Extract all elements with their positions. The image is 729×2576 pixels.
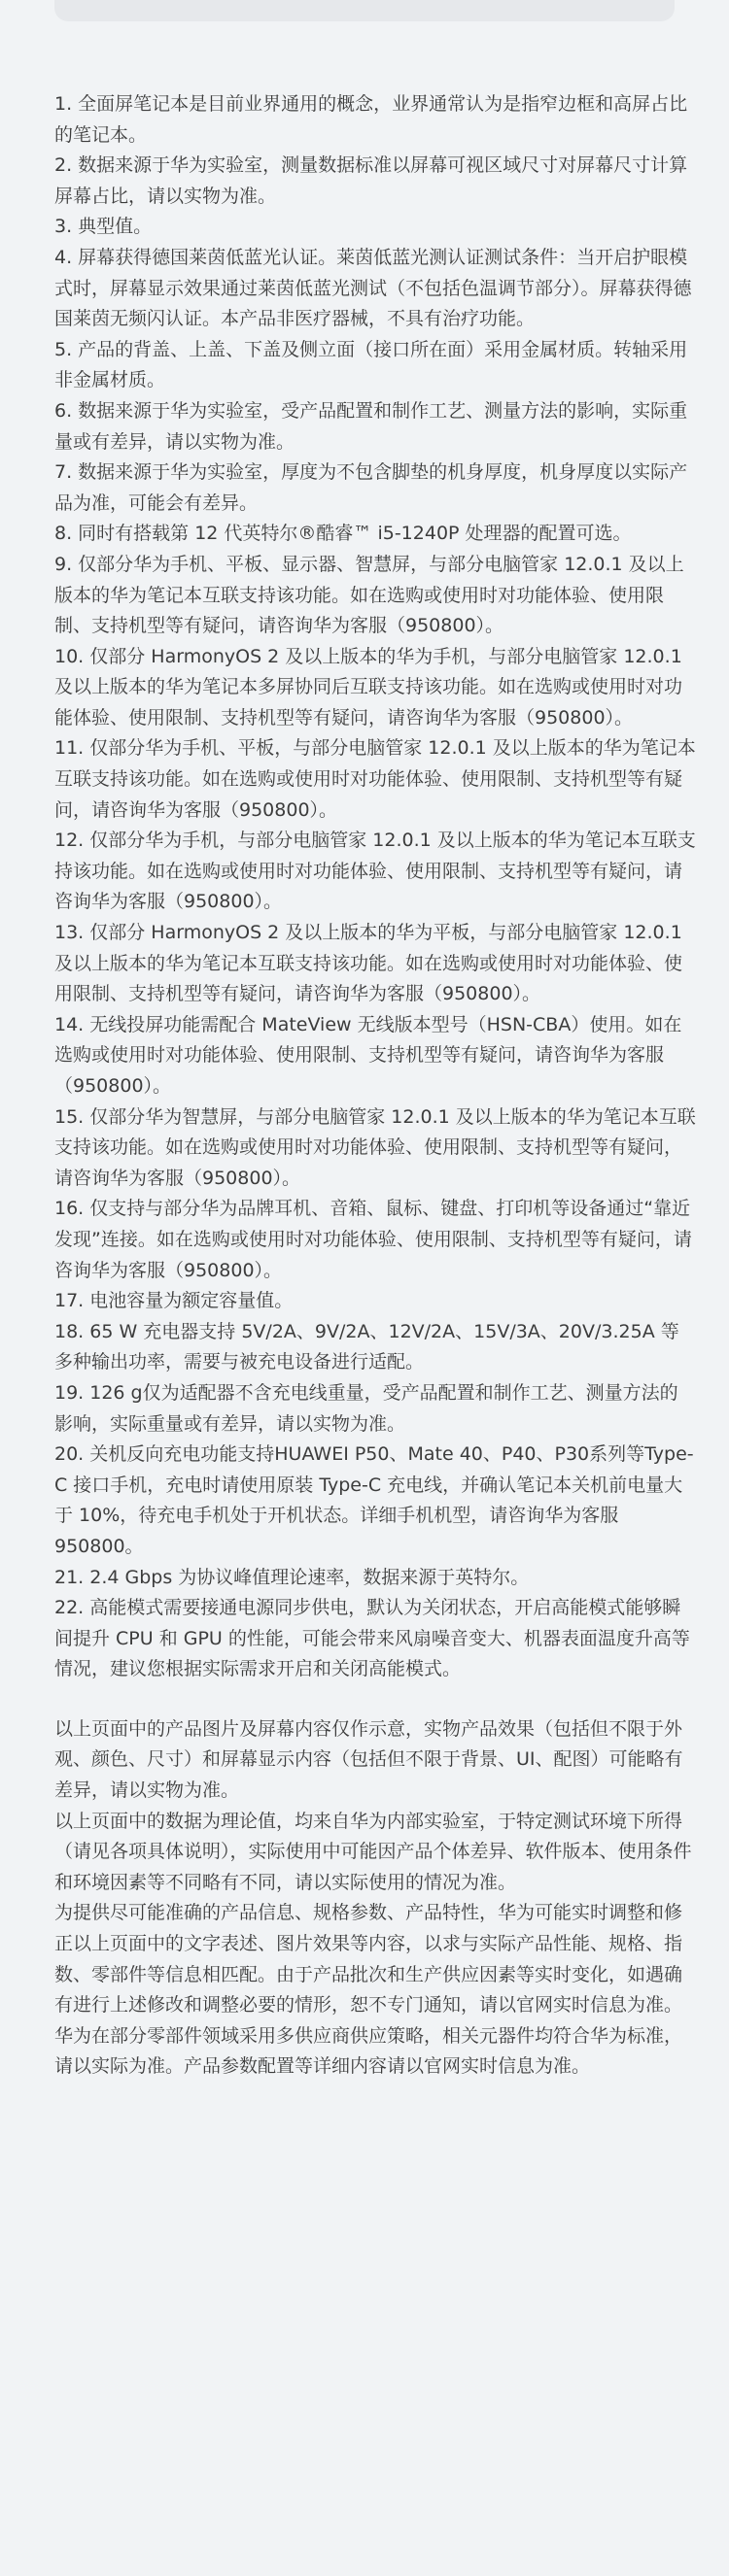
footnote-9: 9. 仅部分华为手机、平板、显示器、智慧屏，与部分电脑管家 12.0.1 及以上版本的华为笔记本互联支持该功能。如在选购或使用时对功能体验、使用限制、支持机型等有疑问，请咨询华为客服（950800）。 bbox=[54, 553, 684, 637]
footnote-5: 5. 产品的背盖、上盖、下盖及侧立面（接口所在面）采用金属材质。转轴采用非金属材质。 bbox=[54, 338, 688, 391]
footnote-22: 22. 高能模式需要接通电源同步供电，默认为关闭状态，开启高能模式能够瞬间提升 CPU 和 GPU 的性能，可能会带来风扇噪音变大、机器表面温度升高等情况，建议您根据实际需求开启和关闭高能模式。 bbox=[54, 1597, 690, 1680]
footnote-13: 13. 仅部分 HarmonyOS 2 及以上版本的华为平板，与部分电脑管家 12.0.1 及以上版本的华为笔记本互联支持该功能。如在选购或使用时对功能体验、使用限制、支持机型等有疑问，请咨询华为客服（950800）。 bbox=[54, 922, 683, 1005]
section-gap bbox=[54, 1685, 696, 1714]
disclaimer-suppliers: 华为在部分零部件领域采用多供应商供应策略，相关元器件均符合华为标准，请以实际为准。产品参数配置等详细内容请以官网实时信息为准。 bbox=[54, 2024, 683, 2078]
footnote-21: 21. 2.4 Gbps 为协议峰值理论速率，数据来源于英特尔。 bbox=[54, 1566, 530, 1588]
footnote-3: 3. 典型值。 bbox=[54, 216, 153, 238]
footnote-15: 15. 仅部分华为智慧屏，与部分电脑管家 12.0.1 及以上版本的华为笔记本互联支持该功能。如在选购或使用时对功能体验、使用限制、支持机型等有疑问，请咨询华为客服（950800）。 bbox=[54, 1105, 696, 1189]
footnote-12: 12. 仅部分华为手机，与部分电脑管家 12.0.1 及以上版本的华为笔记本互联支持该功能。如在选购或使用时对功能体验、使用限制、支持机型等有疑问，请咨询华为客服（950800）。 bbox=[54, 830, 696, 913]
footnote-2: 2. 数据来源于华为实验室，测量数据标准以屏幕可视区域尺寸对屏幕尺寸计算屏幕占比，请以实物为准。 bbox=[54, 154, 688, 207]
footnote-17: 17. 电池容量为额定容量值。 bbox=[54, 1290, 294, 1312]
footnote-11: 11. 仅部分华为手机、平板，与部分电脑管家 12.0.1 及以上版本的华为笔记本互联支持该功能。如在选购或使用时对功能体验、使用限制、支持机型等有疑问，请咨询华为客服（950800）。 bbox=[54, 737, 696, 821]
disclaimer-updates: 为提供尽可能准确的产品信息、规格参数、产品特性，华为可能实时调整和修正以上页面中的文字表述、图片效果等内容，以求与实际产品性能、规格、指数、零部件等信息相匹配。由于产品批次和生产供应因素等实时变化，如遇确有进行上述修改和调整必要的情形，恕不专门通知，请以官网实时信息为准。 bbox=[54, 1902, 683, 2017]
footnote-1: 1. 全面屏笔记本是目前业界通用的概念，业界通常认为是指窄边框和高屏占比的笔记本。 bbox=[54, 93, 688, 146]
top-card-edge bbox=[54, 0, 675, 21]
footnote-7: 7. 数据来源于华为实验室，厚度为不包含脚垫的机身厚度，机身厚度以实际产品为准，可能会有差异。 bbox=[54, 461, 688, 514]
footnote-20: 20. 关机反向充电功能支持HUAWEI P50、Mate 40、P40、P30系列等Type-C 接口手机，充电时请使用原装 Type-C 充电线，并确认笔记本关机前电量大于 10%，待充电手机处于开机状态。详细手机机型，请咨询华为客服 950800。 bbox=[54, 1443, 694, 1557]
disclaimer-data: 以上页面中的数据为理论值，均来自华为内部实验室，于特定测试环境下所得（请见各项具体说明），实际使用中可能因产品个体差异、软件版本、使用条件和环境因素等不同略有不同，请以实际使用的情况为准。 bbox=[54, 1810, 692, 1893]
footnote-14: 14. 无线投屏功能需配合 MateView 无线版本型号（HSN-CBA）使用。如在选购或使用时对功能体验、使用限制、支持机型等有疑问，请咨询华为客服（950800）。 bbox=[54, 1013, 682, 1097]
footnote-16: 16. 仅支持与部分华为品牌耳机、音箱、鼠标、键盘、打印机等设备通过“靠近发现”连接。如在选购或使用时对功能体验、使用限制、支持机型等有疑问，请咨询华为客服（950800）。 bbox=[54, 1198, 692, 1281]
footnotes-section bbox=[54, 89, 696, 2083]
disclaimer-images: 以上页面中的产品图片及屏幕内容仅作示意，实物产品效果（包括但不限于外观、颜色、尺寸）和屏幕显示内容（包括但不限于背景、UI、配图）可能略有差异，请以实物为准。 bbox=[54, 1717, 683, 1802]
footnote-18: 18. 65 W 充电器支持 5V/2A、9V/2A、12V/2A、15V/3A、20V/3.25A 等多种输出功率，需要与被充电设备进行适配。 bbox=[54, 1320, 679, 1373]
footnote-6: 6. 数据来源于华为实验室，受产品配置和制作工艺、测量方法的影响，实际重量或有差异，请以实物为准。 bbox=[54, 399, 688, 453]
footnote-8: 8. 同时有搭载第 12 代英特尔®酷睿™ i5-1240P 处理器的配置可选。 bbox=[54, 523, 632, 545]
footnote-19: 19. 126 g仅为适配器不含充电线重量，受产品配置和制作工艺、测量方法的影响，实际重量或有差异，请以实物为准。 bbox=[54, 1381, 678, 1435]
footnote-10: 10. 仅部分 HarmonyOS 2 及以上版本的华为手机，与部分电脑管家 12.0.1 及以上版本的华为笔记本多屏协同后互联支持该功能。如在选购或使用时对功能体验、使用限制、支持机型等有疑问，请咨询华为客服（950800）。 bbox=[54, 645, 683, 729]
footnote-4: 4. 屏幕获得德国莱茵低蓝光认证。莱茵低蓝光测认证测试条件：当开启护眼模式时，屏幕显示效果通过莱茵低蓝光测试（不包括色温调节部分）。屏幕获得德国莱茵无频闪认证。本产品非医疗器械，不具有治疗功能。 bbox=[54, 246, 692, 330]
